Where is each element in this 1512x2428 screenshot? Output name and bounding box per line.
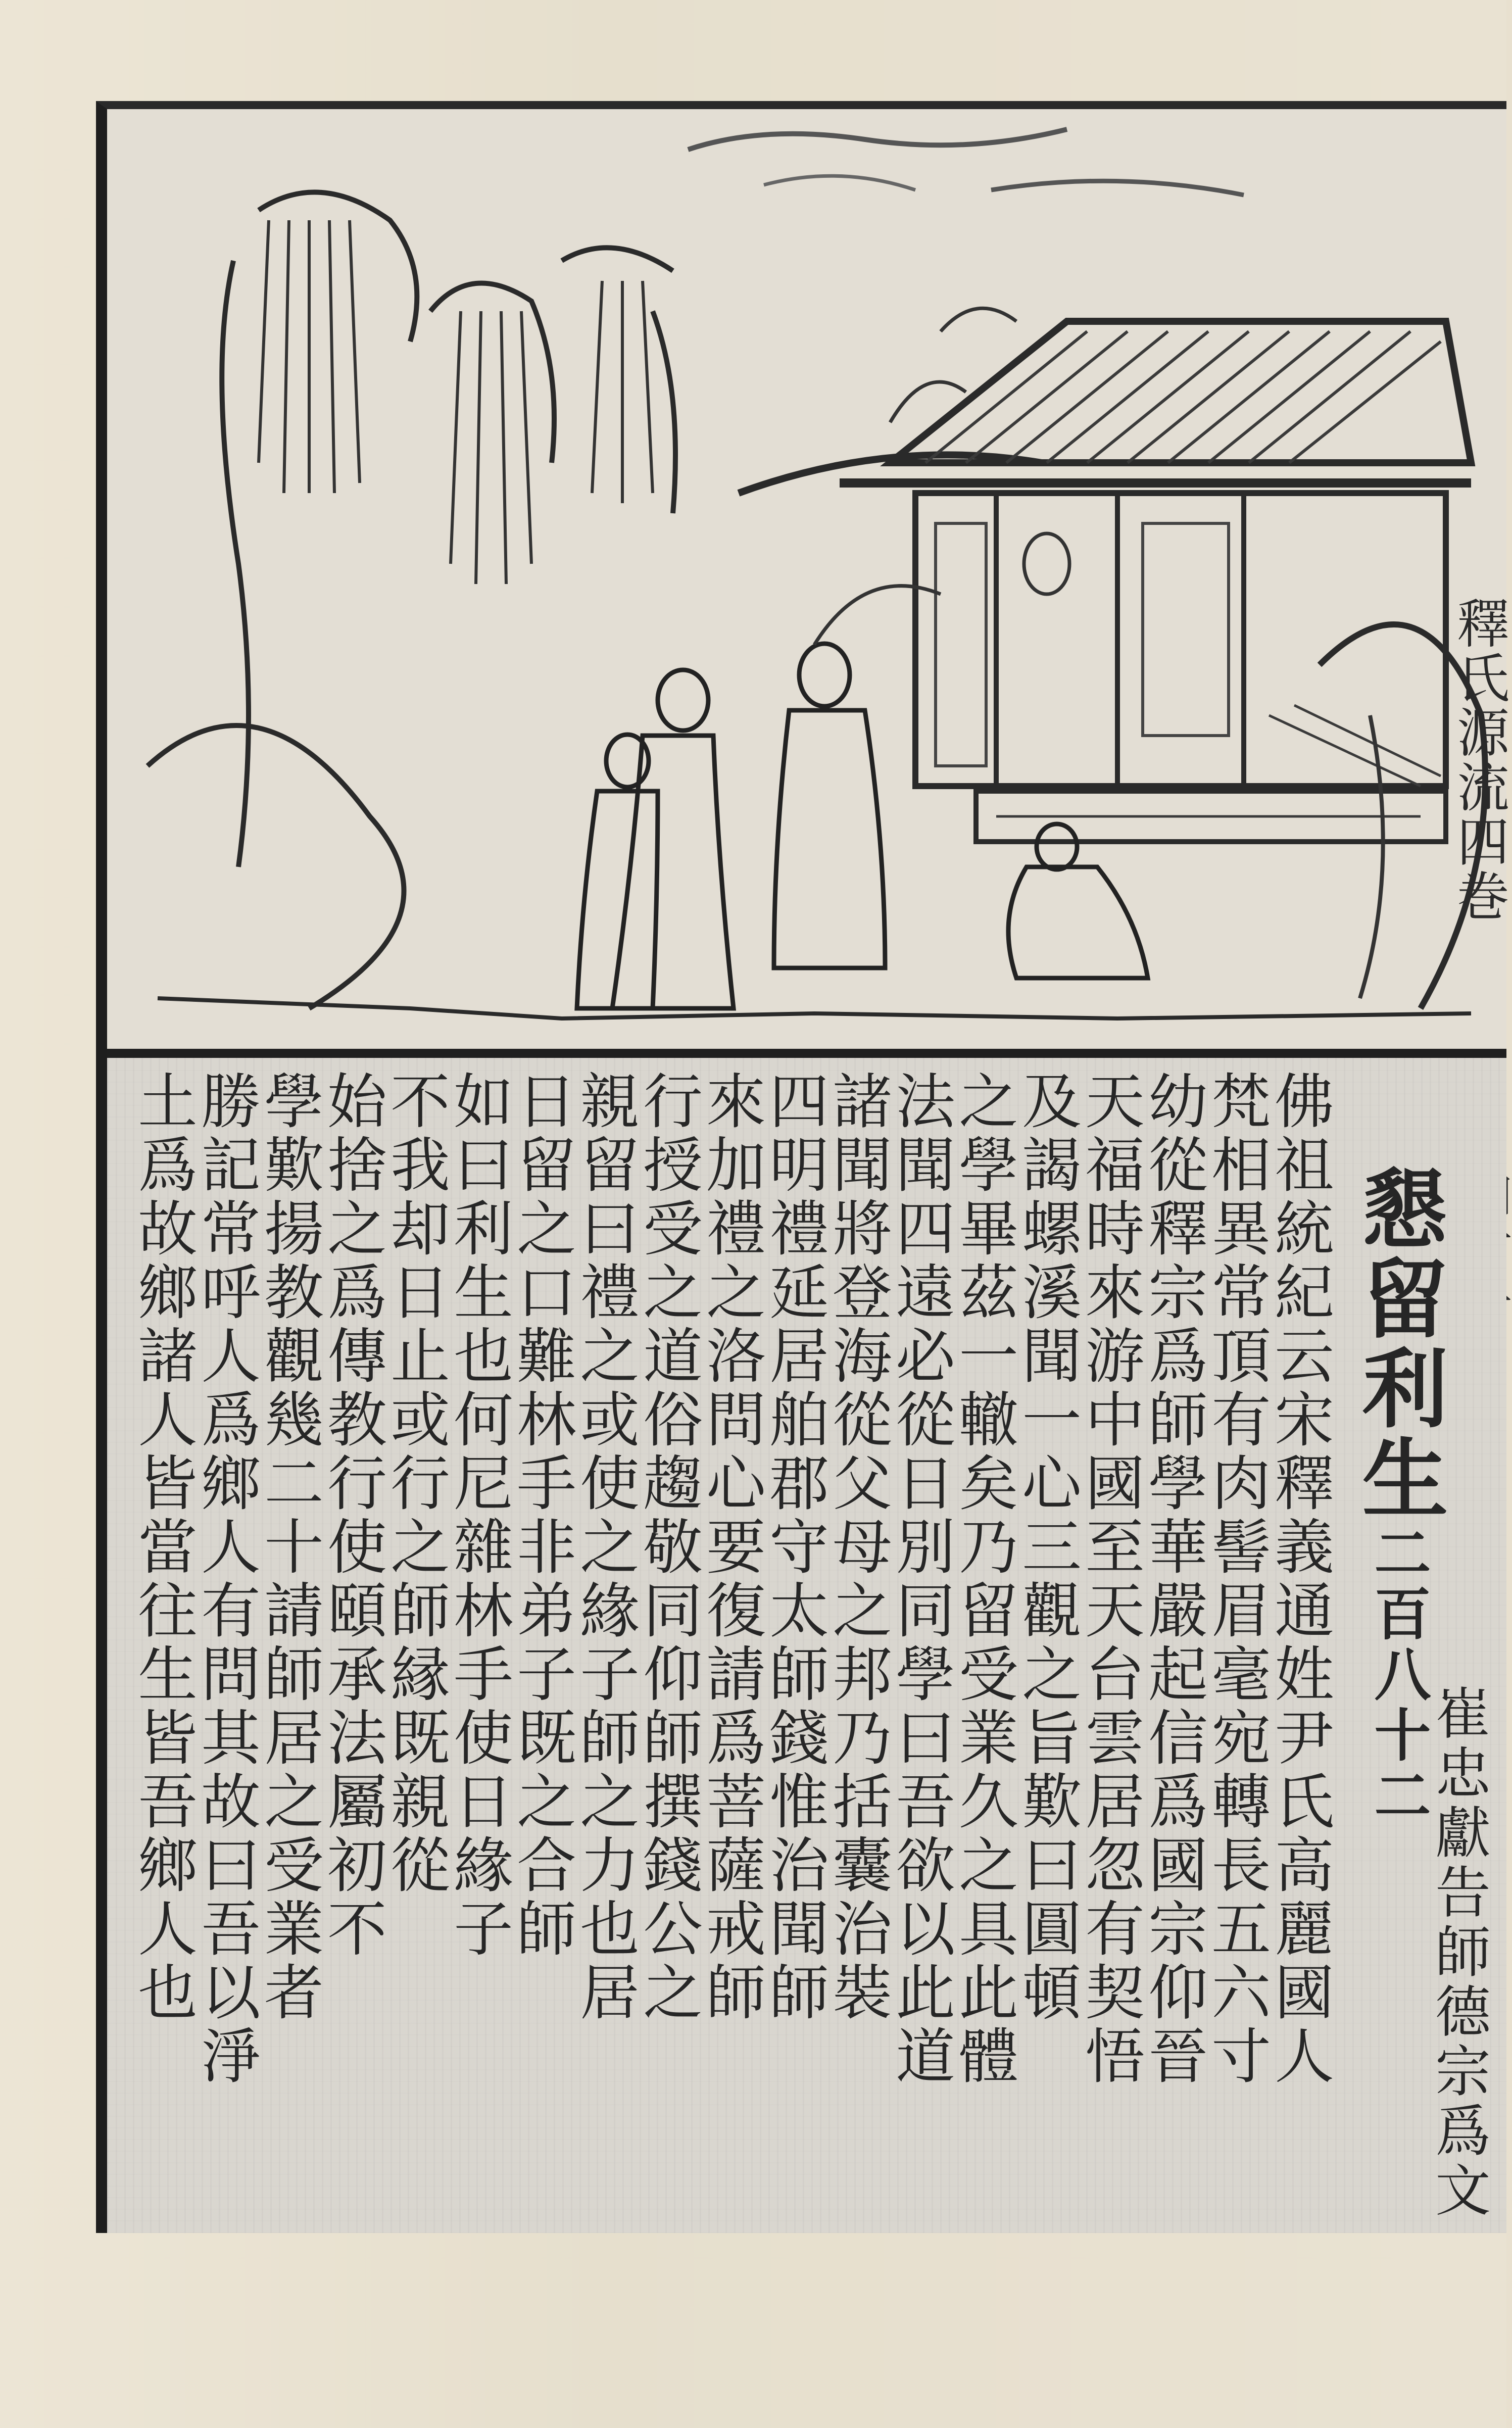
woodblock-illustration: [107, 109, 1509, 1049]
text-column: 諸聞將登海從父母之邦乃括囊治裝: [822, 1070, 892, 2025]
margin-volume-label: 釋氏源流四巻: [1448, 596, 1509, 924]
text-block: [107, 1058, 1506, 2233]
text-column: 梵相異常頂有肉髻眉毫宛轉長五六寸: [1201, 1070, 1271, 2089]
text-column: 勝記常呼人爲鄉人有問其故曰吾以淨: [191, 1070, 261, 2089]
text-column: 幼從釋宗爲師學華嚴起信爲國宗仰晉: [1138, 1070, 1208, 2089]
text-column: 土爲故鄉諸人皆當往生皆吾鄉人也: [128, 1070, 198, 2025]
text-column: 如曰利生也何尼雜林手使日緣子: [444, 1070, 513, 1961]
text-column: 法聞四遠必從日別同學曰吾欲以此道: [886, 1070, 955, 2089]
text-column: 天福時來游中國至天台雲居忽有契悟: [1075, 1070, 1145, 2089]
illustration-drawing: [107, 109, 1509, 1049]
text-column: 學歎揚教觀幾二十請師居之受業者: [254, 1070, 324, 2025]
section-divider: [107, 1049, 1506, 1058]
entry-title-text: 懇留利生: [1347, 1164, 1448, 1524]
text-column: 親留曰禮之或使之緣子師之力也居: [570, 1070, 640, 2025]
text-column: 始捨之爲傳教行使頤承法屬初不: [317, 1070, 387, 1961]
entry-annotation: 崔忠獻告師德宗爲文: [1426, 1684, 1491, 2221]
text-column: 及謁螺溪聞一心三觀之旨歎曰圓頓: [1012, 1070, 1082, 2025]
entry-number: 二百八十二: [1365, 1524, 1431, 1827]
text-column: 日留之口難林手非弟子既之合師: [507, 1070, 576, 1961]
text-column: 四明禮延居舶郡守太師錢惟治聞師: [759, 1070, 829, 2025]
text-column: 佛祖統紀云宋釋義通姓尹氏高麗國人: [1264, 1070, 1334, 2089]
text-column: 不我却日止或行之師縁既親從: [380, 1070, 450, 1898]
text-column: 之學畢茲一轍矣乃留受業久之具此體: [949, 1070, 1018, 2089]
text-column: 行授受之道俗趨敬同仰師撰錢公之: [633, 1070, 703, 2025]
text-column: 來加禮之洛問心要復請爲菩薩戒師: [696, 1070, 766, 2025]
